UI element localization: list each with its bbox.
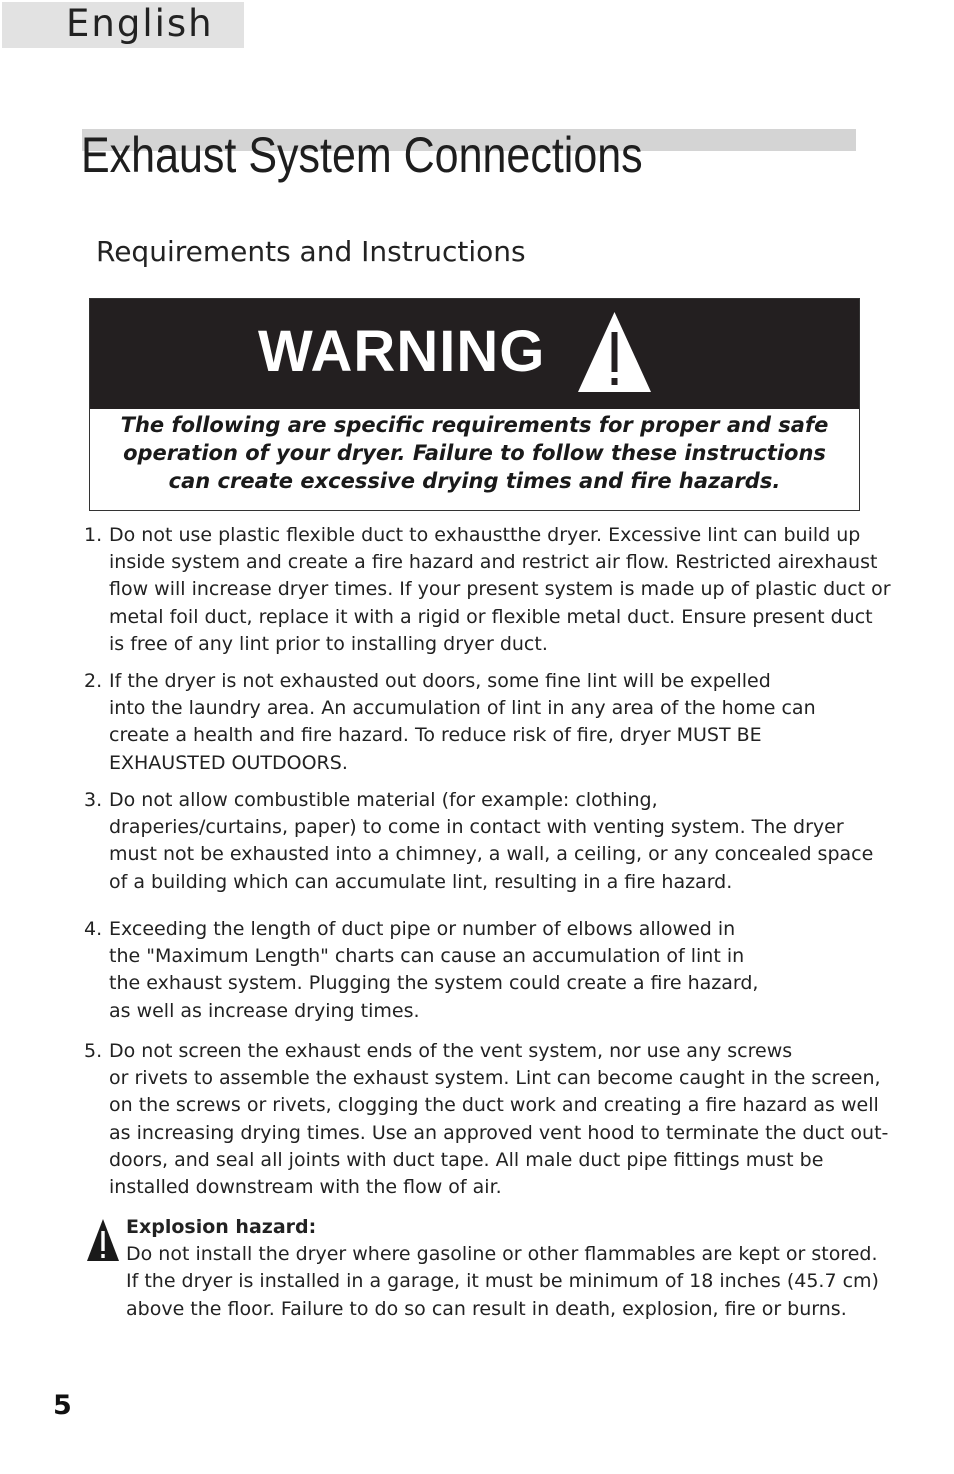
list-item-number: 5. — [84, 1040, 103, 1062]
list-item-line: create a health and fire hazard. To reduce risk of fire, dryer MUST BE — [109, 724, 762, 747]
list-item-line: installed downstream with the flow of air. — [109, 1176, 502, 1199]
list-item-line: Do not screen the exhaust ends of the vent system, nor use any screws — [109, 1040, 793, 1062]
warning-box — [89, 298, 860, 511]
warning-triangle-icon — [576, 310, 653, 394]
language-label: English — [66, 2, 214, 45]
list-item-line: the exhaust system. Plugging the system could create a fire hazard, — [109, 972, 759, 995]
list-item-line: must not be exhausted into a chimney, a wall, a ceiling, or any concealed space — [109, 843, 874, 866]
warning-line: can create excessive drying times and fire hazards. — [168, 469, 781, 493]
explosion-hazard-line: Do not install the dryer where gasoline or other flammables are kept or stored. — [126, 1243, 878, 1266]
list-item-line: metal foil duct, replace it with a rigid or flexible metal duct. Ensure present duct — [109, 605, 873, 628]
list-item-line: draperies/curtains, paper) to come in contact with venting system. The dryer — [109, 816, 844, 839]
list-item-line: of a building which can accumulate lint, resulting in a fire hazard. — [109, 870, 733, 893]
warning-line: The following are specific requirements for proper and safe — [120, 413, 829, 437]
explosion-hazard-line: above the floor. Failure to do so can result in death, explosion, fire or burns. — [126, 1297, 847, 1320]
section-subtitle: Requirements and Instructions — [96, 235, 526, 268]
warning-header — [90, 299, 859, 409]
list-item-line: the "Maximum Length" charts can cause an accumulation of lint in — [109, 945, 745, 968]
list-item-line: Exceeding the length of duct pipe or number of elbows allowed in — [109, 918, 736, 940]
explosion-hazard-title: Explosion hazard: — [126, 1216, 317, 1238]
list-item-number: 2. — [84, 670, 103, 692]
explosion-hazard-line: If the dryer is installed in a garage, it must be minimum of 18 inches (45.7 cm) — [126, 1270, 879, 1293]
warning-label: WARNING — [258, 319, 546, 384]
list-item-number: 4. — [84, 918, 103, 940]
list-item-line: or rivets to assemble the exhaust system. Lint can become caught in the screen, — [109, 1067, 881, 1090]
warning-line: operation of your dryer. Failure to follow these instructions — [123, 441, 826, 465]
list-item-number: 3. — [84, 789, 103, 811]
hazard-triangle-icon — [86, 1218, 120, 1262]
list-item-line: is free of any lint prior to installing dryer duct. — [109, 632, 548, 655]
warning-text — [98, 411, 851, 495]
list-item-line: Do not use plastic flexible duct to exhaustthe dryer. Excessive lint can build up — [109, 524, 861, 546]
language-tab — [2, 2, 244, 48]
list-item-line: Do not allow combustible material (for example: clothing, — [109, 789, 658, 811]
list-item-line: inside system and create a fire hazard and restrict air flow. Restricted airexhaust — [109, 551, 878, 574]
list-item-line: doors, and seal all joints with duct tape. All male duct pipe fittings must be — [109, 1148, 824, 1171]
explosion-hazard-note — [126, 1214, 879, 1323]
list-item-line: flow will increase dryer times. If your present system is made up of plastic duct or — [109, 578, 891, 601]
list-item-line: If the dryer is not exhausted out doors, some fine lint will be expelled — [109, 670, 771, 692]
list-item-line: on the screws or rivets, clogging the duct work and creating a fire hazard as well — [109, 1094, 879, 1117]
list-item-line: as increasing drying times. Use an approved vent hood to terminate the duct out- — [109, 1121, 889, 1144]
list-item-line: into the laundry area. An accumulation of lint in any area of the home can — [109, 697, 816, 720]
page-number: 5 — [53, 1390, 72, 1421]
list-item-line: EXHAUSTED OUTDOORS. — [109, 751, 348, 774]
list-item-number: 1. — [84, 524, 103, 546]
list-item-line: as well as increase drying times. — [109, 999, 420, 1022]
page-title: Exhaust System Connections — [81, 127, 643, 183]
